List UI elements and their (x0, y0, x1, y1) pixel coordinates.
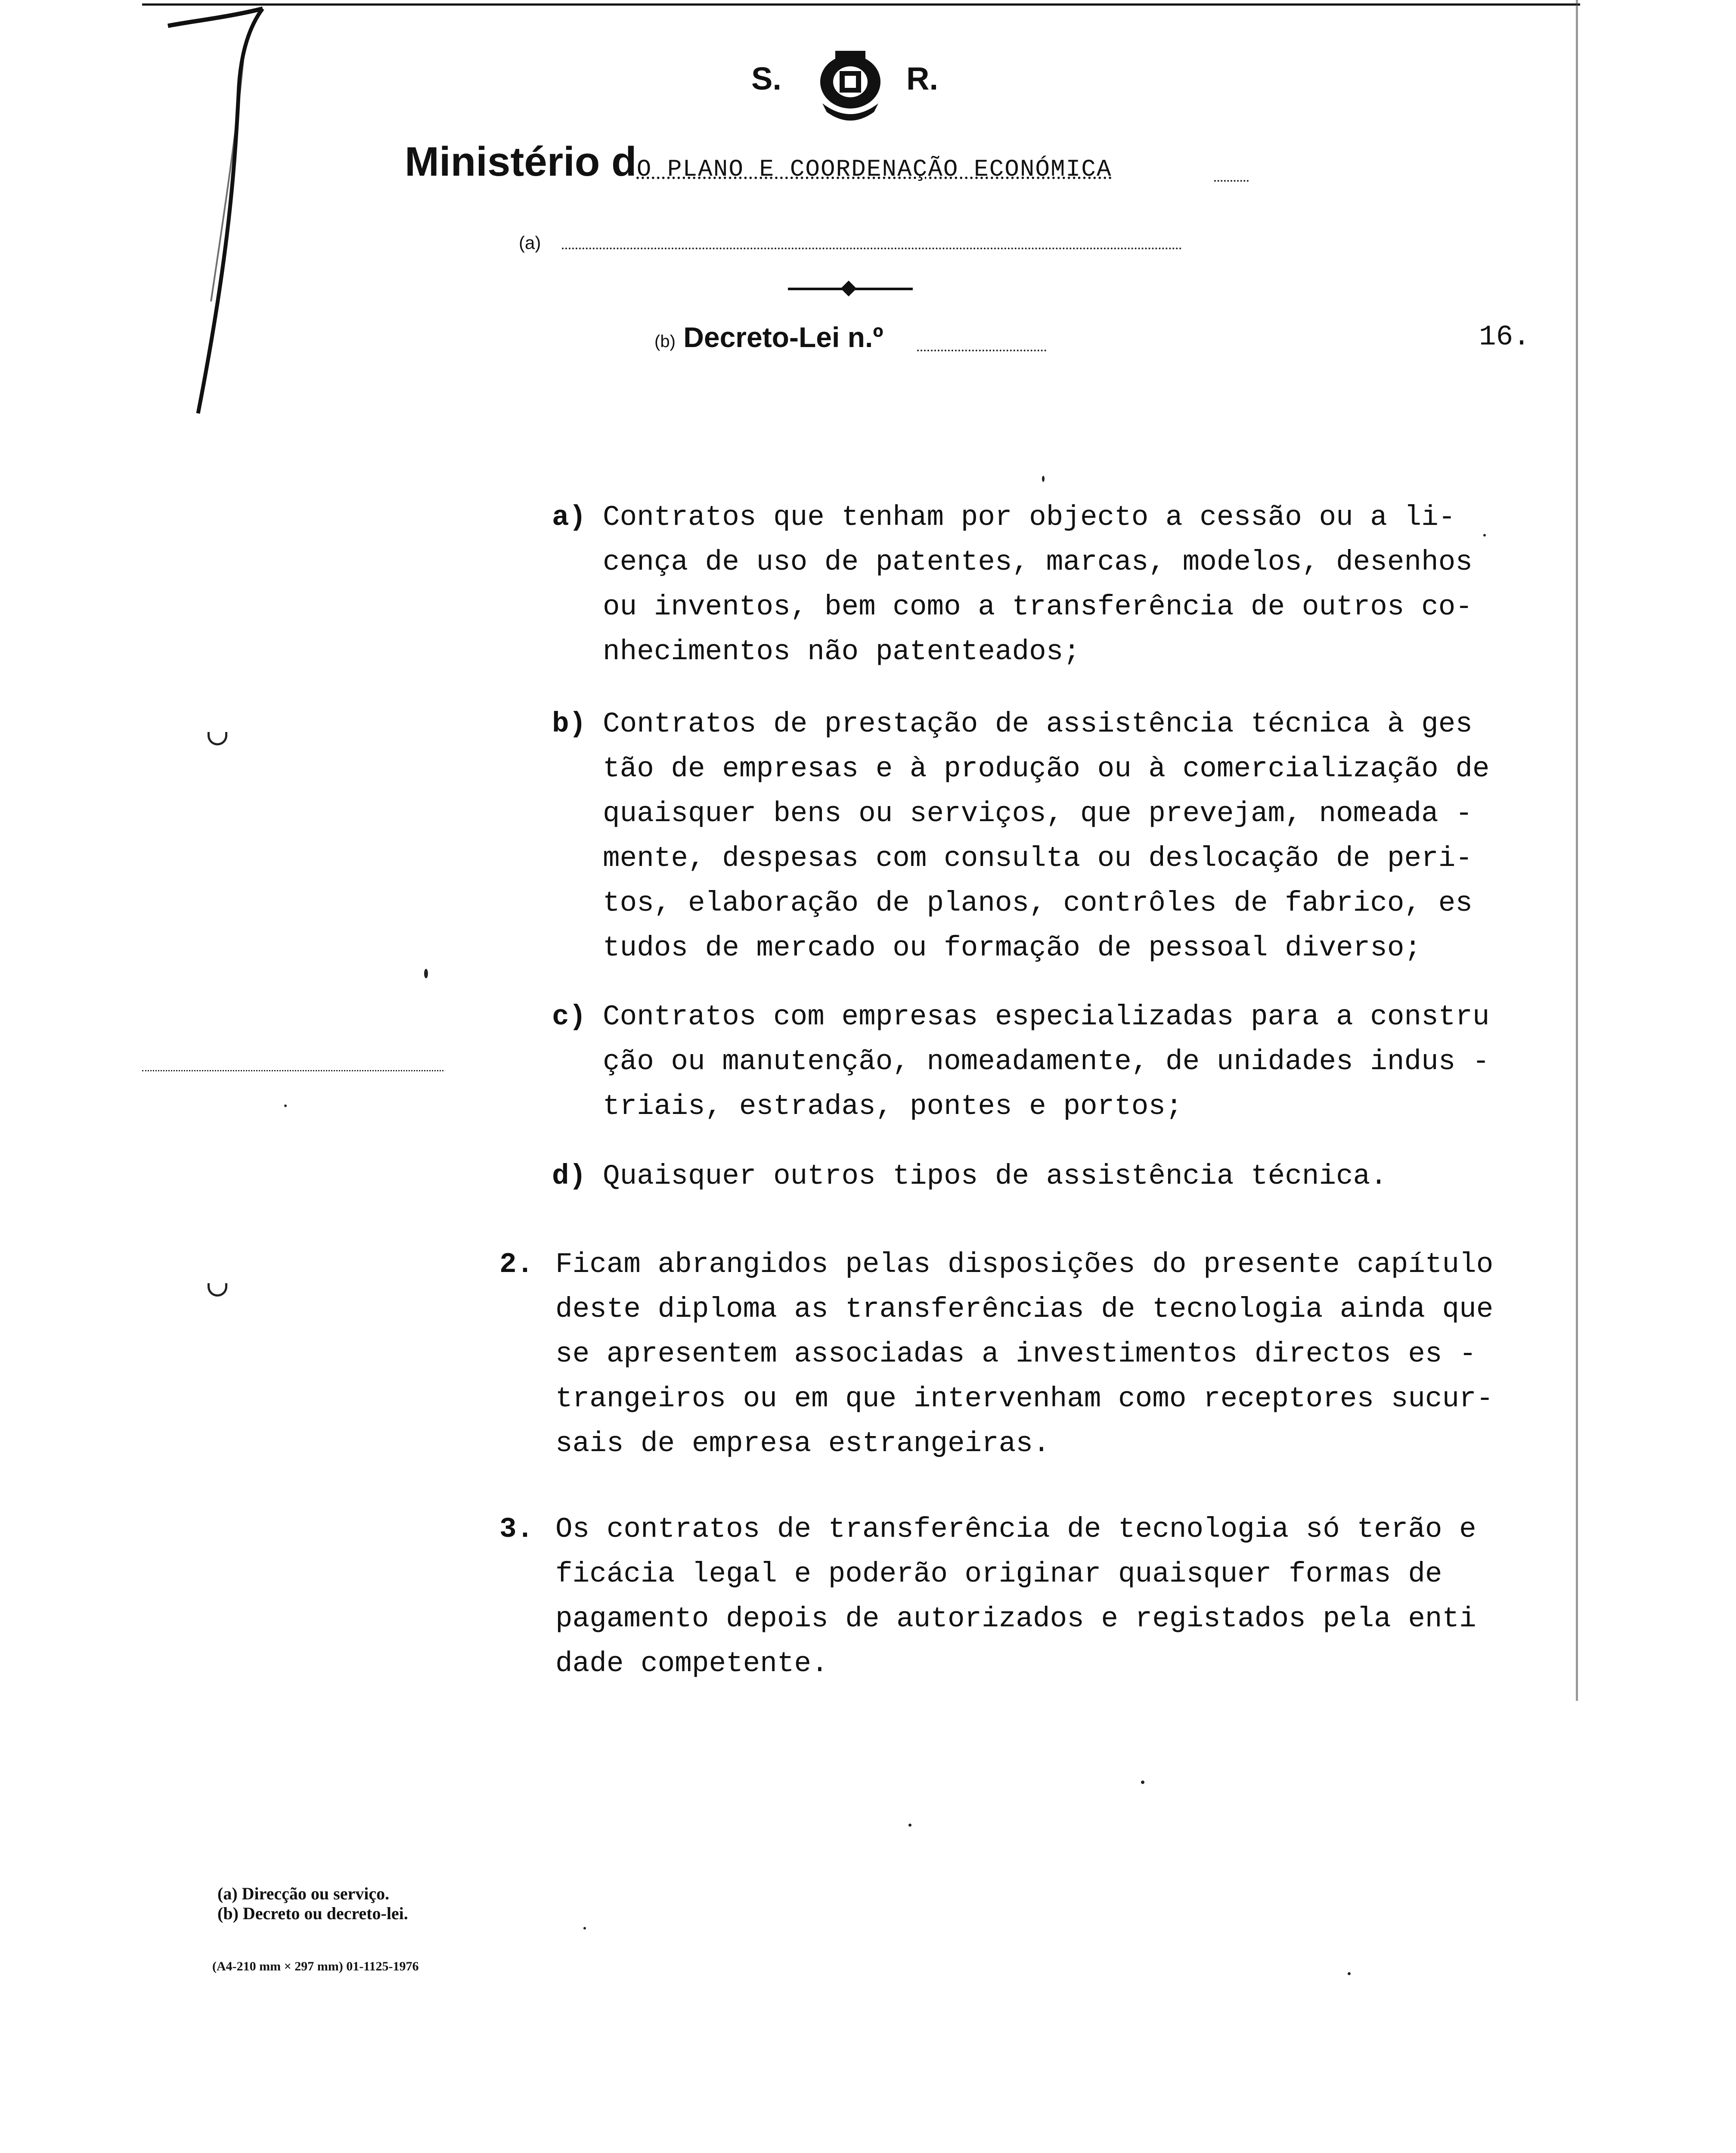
item-label: a) (552, 501, 586, 534)
paragraph-line: Ficam abrangidos pelas disposições do presente capítulo (555, 1248, 1494, 1281)
scan-speck (1042, 476, 1045, 482)
paragraph-number: 3. (499, 1513, 534, 1545)
binding-hole-mark (208, 1283, 227, 1297)
scan-speck (583, 1927, 586, 1930)
field-a-dotted-line (562, 248, 1182, 249)
scan-speck (1483, 534, 1486, 537)
paragraph-number: 2. (499, 1248, 534, 1281)
footnotes (217, 1884, 408, 1923)
header-sr-left: S. (751, 61, 781, 96)
binding-hole-mark (208, 732, 227, 745)
item-line: Contratos de prestação de assistência técnica à ges (603, 708, 1472, 740)
scan-dotted-artifact (142, 1070, 443, 1071)
item-c (552, 995, 1490, 1129)
page-number: 16. (1479, 321, 1530, 353)
item-line: tudos de mercado ou formação de pessoal diverso; (603, 932, 1422, 964)
divider-diamond-icon (841, 281, 857, 297)
ministry-dotted-line (1214, 180, 1249, 182)
item-line: Contratos com empresas especializadas para a constru (603, 1001, 1490, 1033)
item-line: mente, despesas com consulta ou deslocação de peri- (603, 842, 1472, 875)
item-b (552, 702, 1490, 971)
decreto-dotted-line (917, 350, 1046, 351)
item-line: Contratos que tenham por objecto a cessão ou a li- (603, 501, 1456, 534)
item-line: tão de empresas e à produção ou à comercialização de (603, 753, 1490, 785)
top-border-line (142, 3, 1580, 6)
paragraph-line: se apresentem associadas a investimentos directos es - (555, 1338, 1476, 1370)
item-line: triais, estradas, pontes e portos; (603, 1090, 1183, 1123)
scan-speck (1348, 1972, 1351, 1975)
item-line: ou inventos, bem como a transferência de outros co- (603, 591, 1472, 623)
paragraph-line: ficácia legal e poderão originar quaisquer formas de (555, 1558, 1442, 1590)
left-margin-curve (164, 0, 301, 431)
item-line: quaisquer bens ou serviços, que prevejam, nomeada - (603, 797, 1472, 830)
item-line: tos, elaboração de planos, contrôles de fabrico, es (603, 887, 1472, 919)
decreto-label: Decreto-Lei n.º (683, 321, 884, 353)
decreto-line (654, 321, 883, 354)
paragraph-line: sais de empresa estrangeiras. (555, 1427, 1050, 1460)
item-a (552, 495, 1472, 674)
paragraph-line: dade competente. (555, 1647, 828, 1680)
ministry-prefix: Ministério d (405, 139, 637, 185)
item-label: d) (552, 1160, 586, 1192)
item-label: c) (552, 1001, 586, 1033)
scan-speck (1141, 1781, 1144, 1784)
paragraph-line: Os contratos de transferência de tecnologia só terão e (555, 1513, 1476, 1545)
item-label: b) (552, 708, 586, 740)
paragraph-3 (555, 1507, 1476, 1686)
item-d (552, 1154, 1387, 1199)
ministry-title (405, 138, 1112, 186)
scan-speck (284, 1104, 287, 1107)
paragraph-2 (555, 1242, 1493, 1466)
paragraph-line: deste diploma as transferências de tecnologia ainda que (555, 1293, 1494, 1325)
paragraph-line: trangeiros ou em que intervenham como receptores sucur- (555, 1383, 1494, 1415)
right-edge-line (1576, 0, 1578, 1701)
decreto-b-label: (b) (654, 332, 676, 351)
item-line: ção ou manutenção, nomeadamente, de unidades indus - (603, 1045, 1490, 1078)
ministry-name: O PLANO E COORDENAÇÃO ECONÓMICA (636, 155, 1112, 183)
scan-speck (424, 969, 428, 978)
scan-speck (908, 1824, 911, 1827)
form-code: (A4-210 mm × 297 mm) 01-1125-1976 (212, 1959, 419, 1973)
header-sr-right: R. (906, 61, 938, 96)
paragraph-line: pagamento depois de autorizados e registados pela enti (555, 1603, 1476, 1635)
item-line: cença de uso de patentes, marcas, modelos, desenhos (603, 546, 1472, 578)
coat-of-arms-icon (809, 47, 891, 125)
item-line: Quaisquer outros tipos de assistência técnica. (603, 1160, 1387, 1192)
footnote-b: (b) Decreto ou decreto-lei. (217, 1904, 408, 1923)
item-line: nhecimentos não patenteados; (603, 636, 1080, 668)
footnote-a: (a) Direcção ou serviço. (217, 1884, 390, 1903)
field-a-label: (a) (519, 233, 541, 253)
